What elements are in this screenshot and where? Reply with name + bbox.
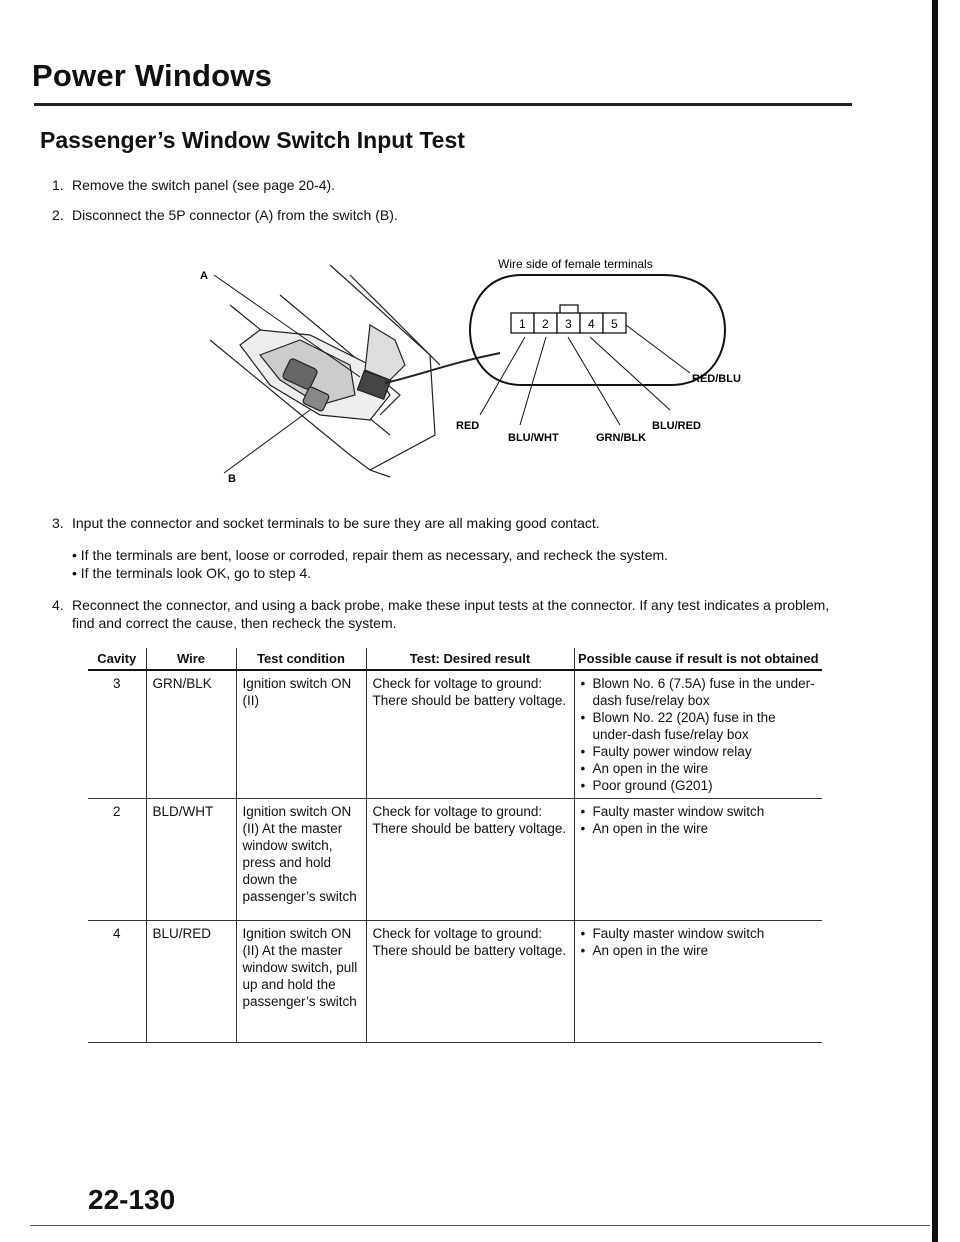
page-edge-bar [932,0,938,1242]
input-test-table [88,648,822,1043]
cell-wire: BLU/RED [146,921,236,1043]
step-number: 3. [52,515,64,531]
connector-diagram [200,245,760,490]
cell-causes [574,921,822,1043]
table-row [88,799,822,921]
wire-label-red-blu: RED/BLU [692,373,741,385]
cell-result: Check for voltage to ground: There should be battery voltage. [366,670,574,799]
title-rule [34,103,852,106]
cell-causes [574,670,822,799]
header-cavity: Cavity [88,648,146,670]
terminal-5-label: 5 [611,317,618,331]
cause-item: • An open in the wire [581,942,817,959]
step-4 [52,596,832,632]
header-test-condition: Test condition [236,648,366,670]
step-text: Disconnect the 5P connector (A) from the switch (B). [72,207,398,223]
cell-result: Check for voltage to ground: There should be battery voltage. [366,799,574,921]
page-title: Power Windows [32,58,273,93]
label-b: B [228,473,236,485]
label-a: A [200,270,208,282]
cell-wire: GRN/BLK [146,670,236,799]
switch-panel-illustration [210,265,500,477]
step-text: Remove the switch panel (see page 20-4). [72,177,336,193]
cause-item: • Faulty master window switch [581,803,817,820]
wire-label-red: RED [456,420,480,432]
step-3-bullet-2: • If the terminals look OK, go to step 4. [72,565,312,581]
cell-cavity: 3 [88,670,146,799]
wire-label-blu-wht: BLU/WHT [508,432,559,444]
terminal-1-label: 1 [519,317,526,331]
table-header-row [88,648,822,670]
step-number: 4. [52,597,64,613]
cause-item: • Blown No. 6 (7.5A) fuse in the under-dash fuse/relay box [581,675,817,709]
bottom-rule [30,1225,930,1226]
step-3-bullet-1: • If the terminals are bent, loose or corroded, repair them as necessary, and recheck the system. [72,547,669,563]
header-desired-result: Test: Desired result [366,648,574,670]
cell-result: Check for voltage to ground: There should be battery voltage. [366,921,574,1043]
wire-label-blu-red: BLU/RED [652,420,701,432]
step-text: Input the connector and socket terminals to be sure they are all making good contact. [72,515,600,531]
bullet-text: If the terminals are bent, loose or corroded, repair them as necessary, and recheck the system. [80,547,669,563]
cause-item: • Faulty power window relay [581,743,817,760]
cause-item: • Poor ground (G201) [581,777,817,794]
cause-item: • Faulty master window switch [581,925,817,942]
step-1 [52,176,335,194]
terminal-4-label: 4 [588,317,595,331]
wire-leaders [480,325,690,425]
bullet-text: If the terminals look OK, go to step 4. [80,565,312,581]
connector-caption: Wire side of female terminals [498,257,653,271]
connector-face [470,275,725,385]
step-2 [52,206,398,224]
leader-b [224,410,310,473]
table-row [88,921,822,1043]
cell-condition: Ignition switch ON (II) At the master window switch, pull up and hold the passenger’s switch [236,921,366,1043]
cell-condition: Ignition switch ON (II) At the master window switch, press and hold down the passenger’s switch [236,799,366,921]
step-3 [52,514,600,532]
page-number: 22-130 [88,1184,176,1215]
cell-condition: Ignition switch ON (II) [236,670,366,799]
cell-cavity: 4 [88,921,146,1043]
header-wire: Wire [146,648,236,670]
cause-item: • An open in the wire [581,760,817,777]
section-title: Passenger’s Window Switch Input Test [40,127,465,153]
header-possible-cause: Possible cause if result is not obtained [574,648,822,670]
table-row [88,670,822,799]
terminal-2-label: 2 [542,317,549,331]
cell-causes [574,799,822,921]
wire-label-grn-blk: GRN/BLK [596,432,647,444]
terminal-3-label: 3 [565,317,572,331]
cell-wire: BLD/WHT [146,799,236,921]
step-number: 1. [52,177,64,193]
step-number: 2. [52,207,64,223]
cause-item: • Blown No. 22 (20A) fuse in the under-dash fuse/relay box [581,709,817,743]
cell-cavity: 2 [88,799,146,921]
step-text: Reconnect the connector, and using a back probe, make these input tests at the connector. If any test indicates a problem, find and correct the cause, then recheck the system. [72,597,830,631]
cause-item: • An open in the wire [581,820,817,837]
